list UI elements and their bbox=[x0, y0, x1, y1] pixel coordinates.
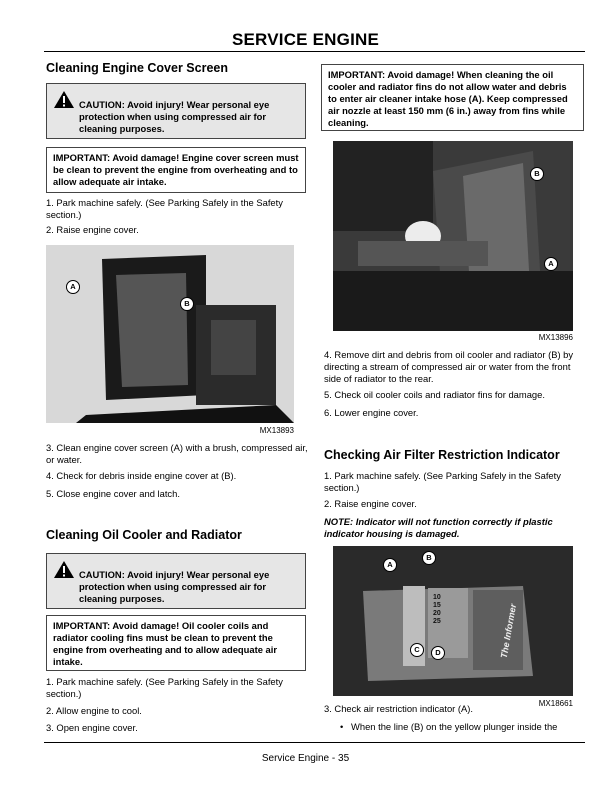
page-title: SERVICE ENGINE bbox=[231, 30, 380, 49]
figure-radiator bbox=[333, 141, 573, 331]
bullet-marker: • bbox=[340, 721, 344, 732]
important-box-3 bbox=[321, 64, 584, 131]
callout-d: D bbox=[431, 646, 445, 660]
step-5-left: 5. Close engine cover and latch. bbox=[46, 488, 180, 499]
figure-label-1: MX13893 bbox=[259, 426, 294, 435]
scale-value: 25 bbox=[433, 618, 441, 625]
important-text-2: IMPORTANT: Avoid damage! Oil cooler coils and radiator cooling fins must be clean to prevent the engine from overheating and to allow adequate air intake. bbox=[53, 620, 277, 667]
step-1-left: 1. Park machine safely. (See Parking Safely in the Safety section.) bbox=[46, 197, 283, 220]
important-text-3: IMPORTANT: Avoid damage! When cleaning the oil cooler and radiator fins do not allow water and debris to enter air cleaner intake hose (A). Keep compressed air nozzle at least 150 mm (6 in.) away from fins while cleaning. bbox=[328, 69, 568, 128]
step-4-left: 4. Check for debris inside engine cover at (B). bbox=[46, 470, 237, 481]
indicator-photo bbox=[333, 546, 573, 696]
bullet-text-1: When the line (B) on the yellow plunger inside the bbox=[351, 721, 558, 732]
section-title-oil-cooler: Cleaning Oil Cooler and Radiator bbox=[46, 528, 242, 542]
step-1-right: 1. Park machine safely. (See Parking Safely in the Safety section.) bbox=[324, 470, 561, 493]
important-text-1: IMPORTANT: Avoid damage! Engine cover screen must be clean to prevent the engine from overheating and to allow adequate air intake. bbox=[53, 152, 299, 187]
important-box-1 bbox=[46, 147, 306, 193]
step-3-right: 3. Check air restriction indicator (A). bbox=[324, 703, 474, 714]
header-rule bbox=[44, 51, 585, 52]
callout-a: A bbox=[66, 280, 80, 294]
scale-value: 10 bbox=[433, 594, 441, 601]
warning-icon bbox=[53, 90, 75, 109]
step-3-left: 3. Clean engine cover screen (A) with a brush, compressed air, or water. bbox=[46, 442, 308, 465]
section-title-air-filter: Checking Air Filter Restriction Indicator bbox=[324, 448, 560, 462]
step-2-left: 2. Raise engine cover. bbox=[46, 224, 139, 235]
section-title-engine-cover-screen: Cleaning Engine Cover Screen bbox=[46, 61, 228, 75]
figure-engine-cover bbox=[46, 245, 294, 423]
page-footer: Service Engine - 35 bbox=[261, 753, 350, 764]
figure-label-2: MX13896 bbox=[538, 333, 573, 342]
footer-rule bbox=[44, 742, 585, 743]
important-box-2 bbox=[46, 615, 306, 671]
caution-text-1: CAUTION: Avoid injury! Wear personal eye protection when using compressed air for cleaning purposes. bbox=[79, 99, 270, 134]
step-5-right: 5. Check oil cooler coils and radiator fins for damage. bbox=[324, 389, 545, 400]
step-2-right: 2. Raise engine cover. bbox=[324, 498, 417, 509]
engine-cover-photo bbox=[46, 245, 294, 423]
callout-b: B bbox=[422, 551, 436, 565]
scale-value: 15 bbox=[433, 602, 441, 609]
step-2-3-left: 3. Open engine cover. bbox=[46, 722, 138, 733]
step-2-2-left: 2. Allow engine to cool. bbox=[46, 705, 142, 716]
callout-b: B bbox=[180, 297, 194, 311]
figure-label-3: MX18661 bbox=[538, 699, 573, 708]
scale-value: 20 bbox=[433, 610, 441, 617]
note: NOTE: Indicator will not function correctly if plastic indicator housing is damaged. bbox=[324, 516, 553, 539]
figure-indicator bbox=[333, 546, 573, 696]
callout-b: B bbox=[530, 167, 544, 181]
callout-a: A bbox=[383, 558, 397, 572]
step-6-right: 6. Lower engine cover. bbox=[324, 407, 419, 418]
caution-text-2: CAUTION: Avoid injury! Wear personal eye protection when using compressed air for cleaning purposes. bbox=[79, 569, 270, 604]
indicator-brand: The Informer bbox=[498, 603, 519, 659]
caution-box-1 bbox=[46, 83, 306, 139]
caution-box-2 bbox=[46, 553, 306, 609]
warning-icon bbox=[53, 560, 75, 579]
step-4-right: 4. Remove dirt and debris from oil cooler and radiator (B) by directing a stream of compressed air or water from the front side of radiator to the rear. bbox=[324, 349, 574, 384]
step-2-1-left: 1. Park machine safely. (See Parking Safely in the Safety section.) bbox=[46, 676, 283, 699]
callout-a: A bbox=[544, 257, 558, 271]
scale-values bbox=[433, 594, 441, 626]
callout-c: C bbox=[410, 643, 424, 657]
